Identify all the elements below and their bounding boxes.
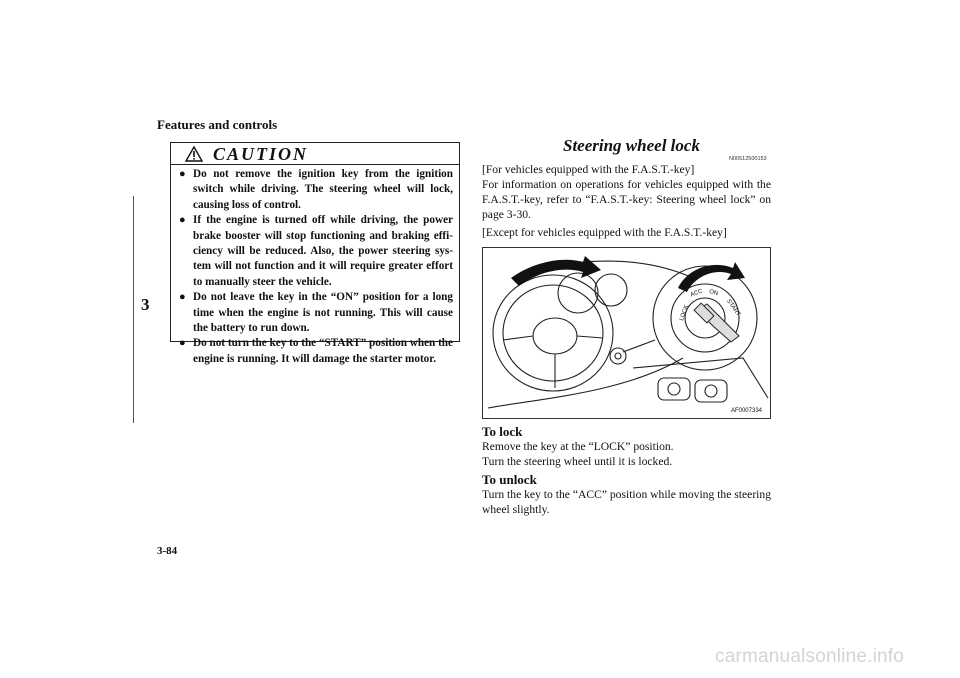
ring-label-lock: LOCK bbox=[678, 304, 691, 322]
fast-key-paragraph: [For vehicles equipped with the F.A.S.T.-key] For information on operations for vehicles equipped with the F.A.S.T.-key, refer to “F.A.S.T.-key: Steering wheel lock” on page 3-30. bbox=[482, 163, 771, 221]
ring-label-start: START bbox=[725, 298, 742, 318]
caution-item: ● If the engine is turned off while driving, the power brake booster will stop functioning and braking effi-ciency will be reduced. Also, the power steering sys-tem will not function and it will require greater effort to manually steer the vehicle. bbox=[179, 214, 453, 288]
steering-wheel-illustration bbox=[483, 248, 771, 419]
steering-lock-figure bbox=[482, 247, 771, 419]
caution-item: ● Do not turn the key to the “START” position when the engine is running. It will damage the starter motor. bbox=[179, 337, 453, 365]
caution-divider bbox=[171, 164, 459, 165]
caution-title: CAUTION bbox=[213, 143, 309, 164]
chapter-tab-number: 3 bbox=[141, 295, 150, 314]
warning-triangle-icon bbox=[185, 146, 203, 162]
caution-item: ● Do not leave the key in the “ON” position for a long time when the engine is not running. This will cause the battery to run down. bbox=[179, 291, 453, 335]
bullet-icon: ● bbox=[179, 168, 186, 180]
chapter-tab-divider bbox=[133, 196, 134, 423]
ring-label-on: ON bbox=[708, 289, 719, 298]
bullet-icon: ● bbox=[179, 214, 186, 227]
section-code: N00512500153 bbox=[729, 156, 767, 162]
caution-list bbox=[179, 167, 453, 367]
to-lock-heading: To lock bbox=[482, 424, 523, 439]
caution-item: ● Do not remove the ignition key from the ignition switch while driving. The steering wheel will lock, causing loss of control. bbox=[179, 168, 453, 211]
to-lock-text: Remove the key at the “LOCK” position. Turn the steering wheel until it is locked. bbox=[482, 440, 674, 468]
bullet-icon: ● bbox=[179, 337, 186, 350]
caution-box bbox=[170, 142, 460, 365]
site-watermark: carmanualsonline.info bbox=[715, 646, 905, 667]
to-unlock-text: Turn the key to the “ACC” position while moving the steering wheel slightly. bbox=[482, 488, 771, 516]
figure-code: AF0007334 bbox=[730, 408, 762, 414]
caution-header bbox=[185, 144, 308, 164]
ring-label-acc: ACC bbox=[689, 288, 704, 299]
bullet-icon: ● bbox=[179, 291, 186, 304]
page-number: 3-84 bbox=[157, 545, 178, 557]
section-title: Steering wheel lock bbox=[563, 136, 700, 155]
to-unlock-heading: To unlock bbox=[482, 472, 537, 487]
running-header: Features and controls bbox=[157, 117, 278, 132]
except-fast-key-paragraph: [Except for vehicles equipped with the F.A.S.T.-key] bbox=[482, 226, 727, 239]
